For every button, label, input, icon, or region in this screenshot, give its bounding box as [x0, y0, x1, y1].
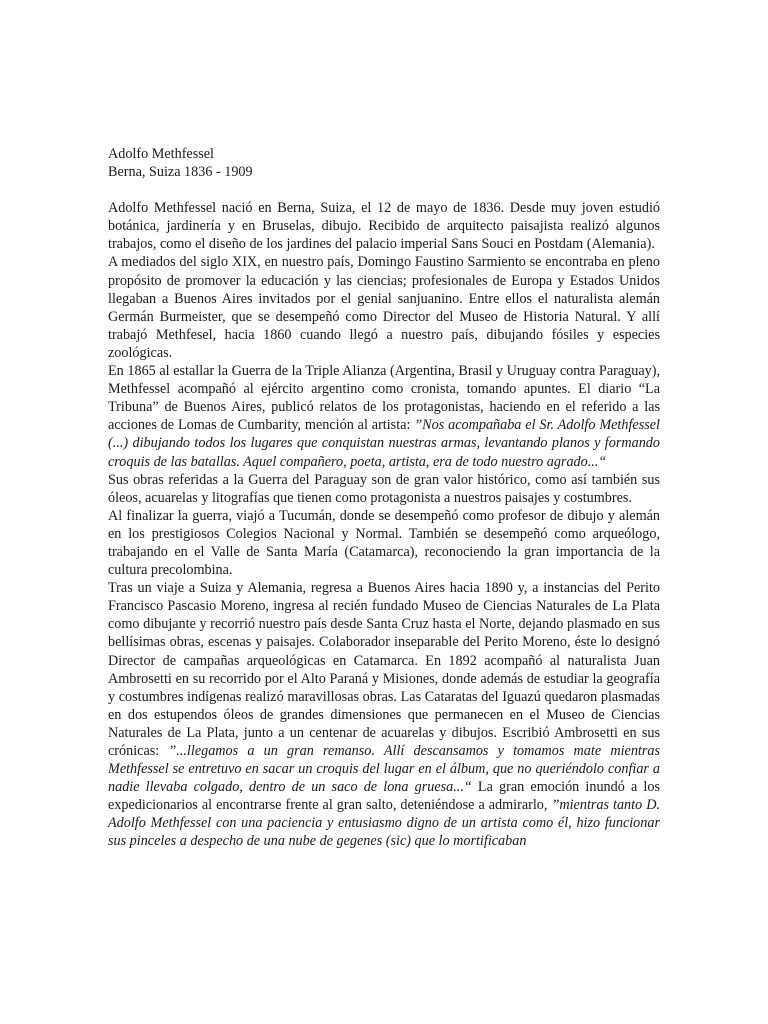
paragraph	[108, 362, 660, 471]
paragraph	[108, 253, 660, 362]
paragraph	[108, 471, 660, 507]
spacer	[108, 181, 660, 199]
document-body	[108, 199, 660, 850]
quoted-text: ”...llegamos a un gran remanso. Allí descansamos y tomamos mate mientras Methfessel se entretuvo en sacar un croquis del lugar en el álbum, que no queriéndolo confiar a nadie llevaba colgado, dentro de un saco de lona gruesa...“	[108, 743, 660, 796]
document-subtitle: Berna, Suiza 1836 - 1909	[108, 164, 253, 181]
paragraph-text: Sus obras referidas a la Guerra del Paraguay son de gran valor histórico, como así también sus óleos, acuarelas y litografías que tienen como protagonista a nuestros paisajes y costumbres.	[108, 471, 660, 506]
paragraph	[108, 199, 660, 253]
paragraph-text: Al finalizar la guerra, viajó a Tucumán, donde se desempeñó como profesor de dibujo y alemán en los prestigiosos Colegios Nacional y Normal. También se desempeñó como arqueólogo, trabajando en el Valle de Santa María (Catamarca), reconociendo la gran importancia de la cultura precolombina.	[108, 507, 660, 579]
document-page	[108, 145, 660, 851]
quoted-text: ”Nos acompañaba el Sr. Adolfo Methfessel (...) dibujando todos los lugares que conquistan nuestras armas, levantando planos y formando croquis de las batallas. Aquel compañero, poeta, artista, era de todo nuestro agrado...“	[108, 417, 660, 470]
paragraph	[108, 507, 660, 579]
paragraph-text: En 1865 al estallar la Guerra de la Triple Alianza (Argentina, Brasil y Uruguay contra Paraguay), Methfessel acompañó al ejército argentino como cronista, tomando apuntes. El diario “La Tribuna” de Buenos Aires, publicó relatos de los protagonistas, haciendo en el referido a las acciones de Lomas de Cumbarity, mención al artista:	[108, 363, 660, 434]
document-title: Adolfo Methfessel	[108, 146, 214, 162]
paragraph-text: Tras un viaje a Suiza y Alemania, regresa a Buenos Aires hacia 1890 y, a instancias del Perito Francisco Pascasio Moreno, ingresa al recién fundado Museo de Ciencias Naturales de La Plata como dibujante y recorrió nuestro país desde Santa Cruz hasta el Norte, dejando plasmado en sus bellísimas obras, escenas y paisajes. Colaborador inseparable del Perito Moreno, éste lo designó Director de campañas arqueológicas en Catamarca. En 1892 acompañó al naturalista Juan Ambrosetti en su recorrido por el Alto Paraná y Misiones, donde además de estudiar la geografía y costumbres indígenas realizó maravillosas obras. Las Cataratas del Iguazú quedaron plasmadas en dos estupendos óleos de grandes dimensiones que permanecen en el Museo de Ciencias Naturales de La Plata, junto a un centenar de acuarelas y dibujos. Escribió Ambrosetti en sus crónicas:	[108, 580, 660, 759]
paragraph-text: La gran emoción inundó a los expedicionarios al encontrarse frente al gran salto, deteniéndose a admirarlo,	[108, 779, 660, 814]
paragraph-text: A mediados del siglo XIX, en nuestro país, Domingo Faustino Sarmiento se encontraba en pleno propósito de promover la educación y las ciencias; profesionales de Europa y Estados Unidos llegaban a Buenos Aires invitados por el genial sanjuanino. Entre ellos el naturalista alemán Germán Burmeister, que se desempeñó como Director del Museo de Historia Natural. Y allí trabajó Methfesel, hacia 1860 cuando llegó a nuestro país, dibujando fósiles y especies zoológicas.	[108, 254, 660, 361]
quoted-text: ”mientras tanto D. Adolfo Methfessel con una paciencia y entusiasmo digno de un artista como él, hizo funcionar sus pinceles a despecho de una nube de gegenes (sic) que lo mortificaban	[108, 797, 660, 850]
paragraph-text: Adolfo Methfessel nació en Berna, Suiza, el 12 de mayo de 1836. Desde muy joven estudió botánica, jardinería y en Bruselas, dibujo. Recibido de arquitecto paisajista realizó algunos trabajos, como el diseño de los jardines del palacio imperial Sans Souci en Postdam (Alemania).	[108, 200, 660, 253]
paragraph	[108, 579, 660, 850]
